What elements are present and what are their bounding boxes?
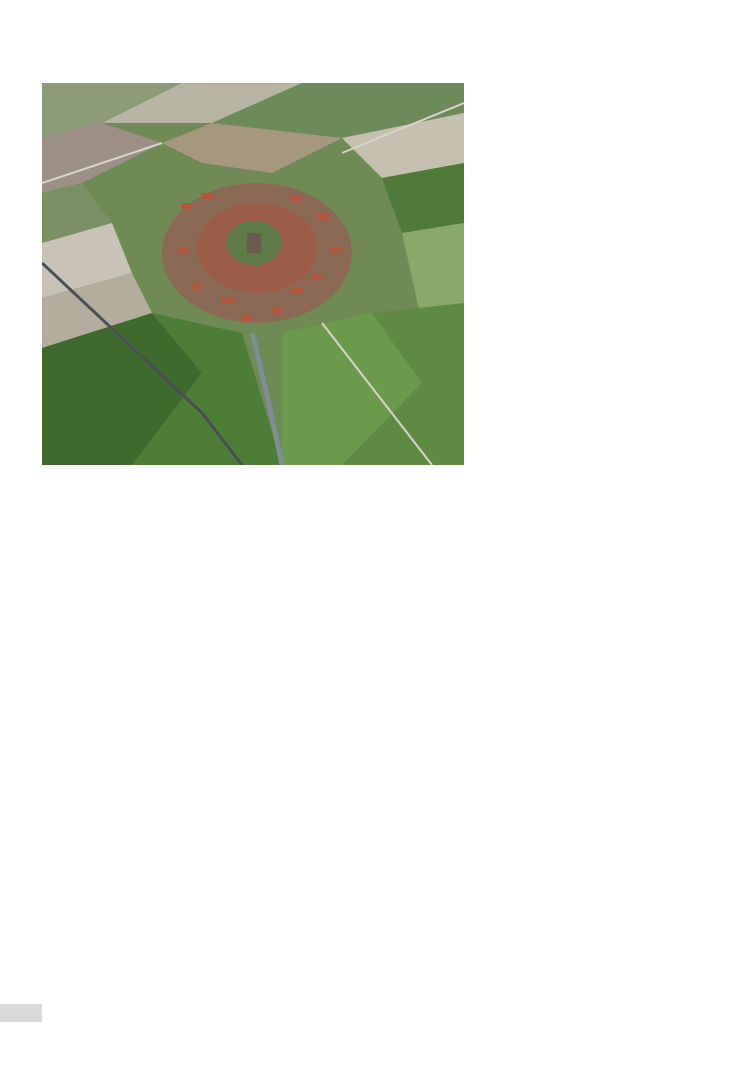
aerial-photo: [42, 83, 464, 465]
text-column-3: [485, 80, 700, 120]
aerial-village-image: [42, 83, 464, 465]
page-number-box: [0, 1004, 42, 1022]
